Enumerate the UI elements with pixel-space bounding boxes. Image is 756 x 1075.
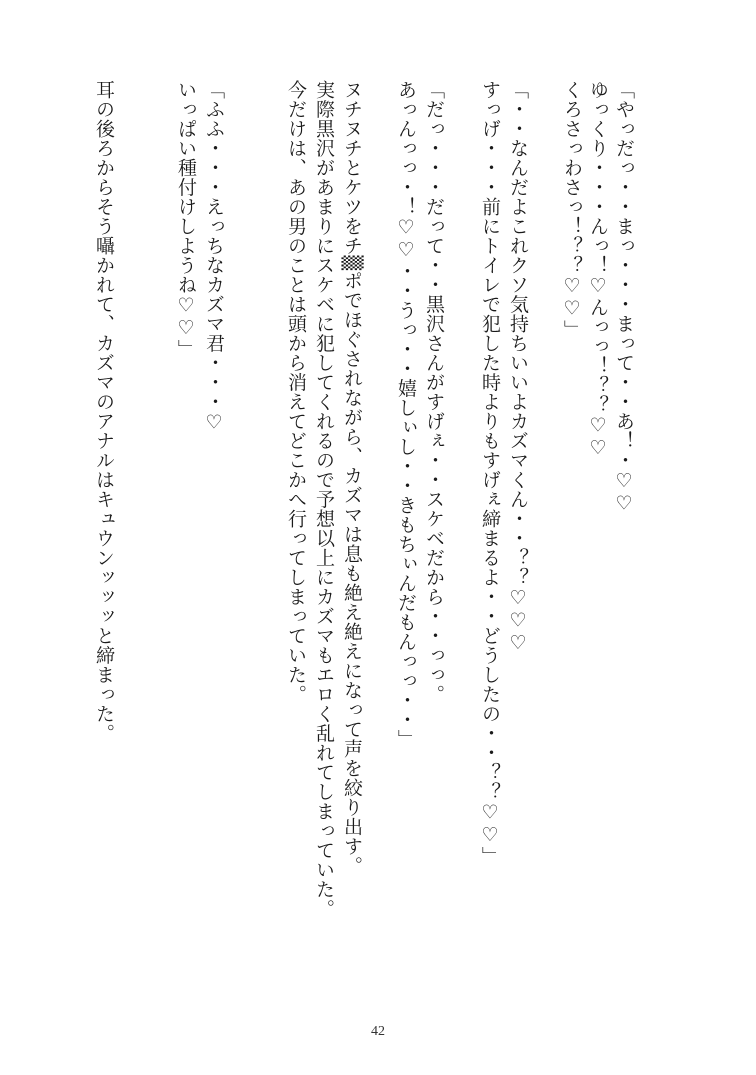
text-line: くろさっわさっ！？？♡♡」 <box>561 80 583 340</box>
blank-line <box>256 80 280 90</box>
blank-line <box>534 80 558 90</box>
text-line: ゆっくり・・・んっ！♡んっっ！？？♡♡ <box>587 80 609 460</box>
text-line: 耳の後ろからそう囁かれて、カズマのアナルはキュウンッッッと締まった。 <box>93 80 115 743</box>
text-line: 今だけは、あの男のことは頭から消えてどこかへ行ってしまっていた。 <box>285 80 307 704</box>
text-line: あっんっっ・！♡♡・・うっ・・嬉しぃし・・きもちぃんだもんっっ・・」 <box>395 80 417 749</box>
text-line: ヌチヌチとケツをチ▒ポでほぐされながら、カズマは息も絶え絶えになって声を絞り出す。 <box>341 80 363 876</box>
blank-line <box>450 80 474 90</box>
text-line: すっげ・・・前にトイレで犯した時よりもすげぇ締まるよ・・どうしたの・・？？♡♡」 <box>479 80 501 866</box>
text-line: 「やっだっ・・まっ・・・まって・・あ！・♡♡ <box>613 80 635 515</box>
text-line: 実際黒沢があまりにスケベに犯してくれるので予想以上にカズマもエロく乱れてしまっていた。 <box>313 80 335 919</box>
page-number: 42 <box>371 1024 385 1039</box>
text-line: 「ふふ・・・えっちなカズマ君・・・♡ <box>203 80 225 434</box>
blank-line <box>146 80 170 90</box>
text-line: 「・・なんだよこれクソ気持ちいいよカズマくん・・？？♡♡♡ <box>507 80 529 655</box>
blank-line <box>366 80 390 90</box>
text-line: いっぱい種付けしようね♡♡」 <box>175 80 197 359</box>
text-line: 「だっ・・・だって・・黒沢さんがすげぇ・・スケベだから・・っっ。 <box>423 80 445 704</box>
